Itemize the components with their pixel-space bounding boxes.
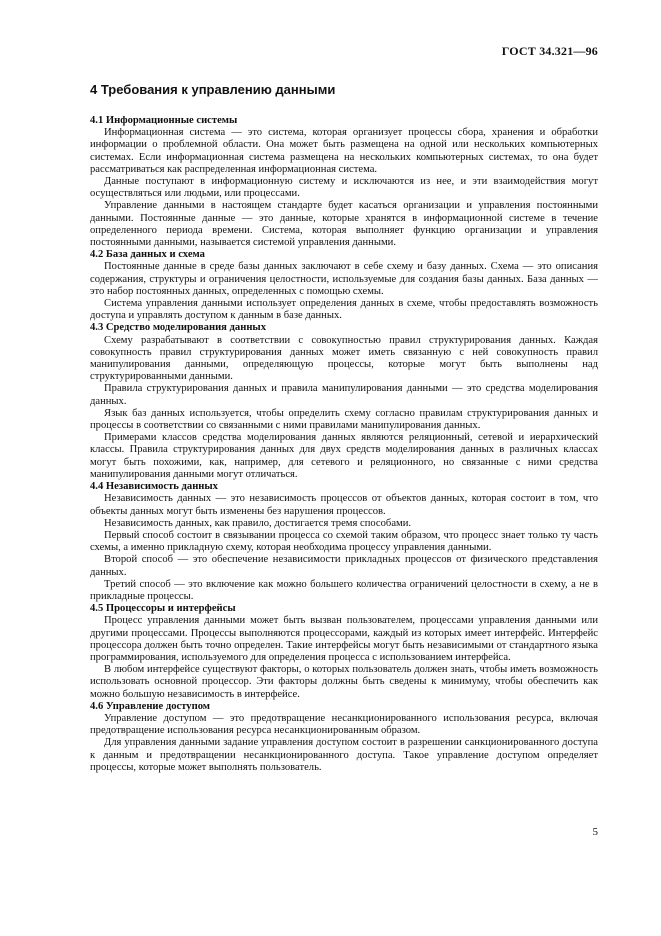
paragraph: В любом интерфейсе существуют факторы, о которых пользователь должен знать, чтобы иметь возможность использовать основной процессор. Эти факторы должны быть сведены к минимуму, чтобы обеспечить как можно большую независимость в интерфейсе. [90, 664, 598, 700]
paragraph: Постоянные данные в среде базы данных заключают в себе схему и базу данных. Схема — это описания содержания, структуры и ограничения целостности, используемые для создания базы данных. База данных — это набор постоянных данных, определенных с помощью схемы. [90, 261, 598, 297]
page-number: 5 [592, 826, 598, 838]
section-title: 4 Требования к управлению данными [90, 82, 336, 97]
subsection-heading: 4.4 Независимость данных [90, 481, 218, 493]
paragraph: Второй способ — это обеспечение независимости прикладных процессов от физического представления данных. [90, 554, 598, 578]
paragraph: Управление доступом — это предотвращение несанкционированного использования ресурса, включая предотвращение использования ресурса несанкционированным образом. [90, 712, 598, 737]
subsection-heading: 4.5 Процессоры и интерфейсы [90, 603, 236, 615]
paragraph: Первый способ состоит в связывании процесса со схемой таким образом, что процесс знает только ту часть схемы, а именно прикладную схему, которая необходима процессу управления данными. [90, 529, 598, 554]
paragraph: Система управления данными использует определения данных в схеме, чтобы предоставлять возможность доступа и управлять доступом к данным в базе данных. [90, 298, 598, 322]
paragraph: Процесс управления данными может быть вызван пользователем, процессами управления данными или другими процессами. Процессы выполняются процессорами, каждый из которых имеет интерфейс. Интерфейс процессора должен быть точно определен. Такие интерфейсы могут быть независимыми от стандартного языка программирования, используемого для определения процесса с использованием интерфейса. [90, 615, 598, 663]
paragraph: Правила структурирования данных и правила манипулирования данными — это средства моделирования данных. [90, 383, 598, 407]
paragraph: Независимость данных — это независимость процессов от объектов данных, которая состоит в том, что объекты данных могут быть изменены без нарушения процессов. [90, 493, 598, 517]
paragraph: Примерами классов средства моделирования данных являются реляционный, сетевой и иерархический классы. Правила структурирования данных для двух средств моделирования данных в различных классах могут быть похожими, как, например, для сетевого и реляционного, но связанные с ними средства манипулирования данными могут отличаться. [90, 432, 598, 480]
subsection-heading: 4.3 Средство моделирования данных [90, 322, 266, 334]
paragraph: Информационная система — это система, которая организует процессы сбора, хранения и обработки информации о проблемной области. Она может быть размещена на одной или нескольких компьютерных системах. Если информационная система размещена на нескольких компьютерных системах, то она будет рассматриваться как распределенная информационная система. [90, 127, 598, 175]
paragraph: Язык баз данных используется, чтобы определить схему согласно правилам структурирования данных и процессы в соответствии со связанными с ними правилами манипулирования данных. [90, 407, 598, 432]
paragraph: Управление данными в настоящем стандарте будет касаться организации и управления постоянными данными. Постоянные данные — это данные, которые хранятся в информационной системе в течение определенного периода времени. Система, которая выполняет функцию организации и управления постоянными данными, называется системой управления данными. [90, 200, 598, 249]
paragraph: Схему разрабатывают в соответствии с совокупностью правил структурирования данных. Каждая совокупность правил структурирования данных может иметь связанную с ней совокупность правил манипулирования данными, определяющую процессы, которые могут быть выполнены над структурированными данными. [90, 334, 598, 383]
section-body [90, 115, 598, 774]
document-header: ГОСТ 34.321—96 [501, 44, 598, 58]
subsection-heading: 4.6 Управление доступом [90, 700, 211, 712]
subsection-heading: 4.1 Информационные системы [90, 115, 238, 126]
paragraph: Для управления данными задание управления доступом состоит в разрешении санкционированного доступа к данным и предотвращении несанкционированного доступа. Такое управление доступом определяет процессы, которые может выполнять пользователь. [90, 737, 598, 773]
paragraph: Независимость данных, как правило, достигается тремя способами. [104, 517, 412, 529]
paragraph: Данные поступают в информационную систему и исключаются из нее, и эти взаимодействия могут осуществляться или людьми, или процессами. [90, 176, 598, 200]
subsection-heading: 4.2 База данных и схема [90, 249, 205, 261]
page-content [90, 82, 598, 774]
paragraph: Третий способ — это включение как можно большего количества ограничений целостности в схему, а не в прикладные процессы. [90, 578, 598, 602]
